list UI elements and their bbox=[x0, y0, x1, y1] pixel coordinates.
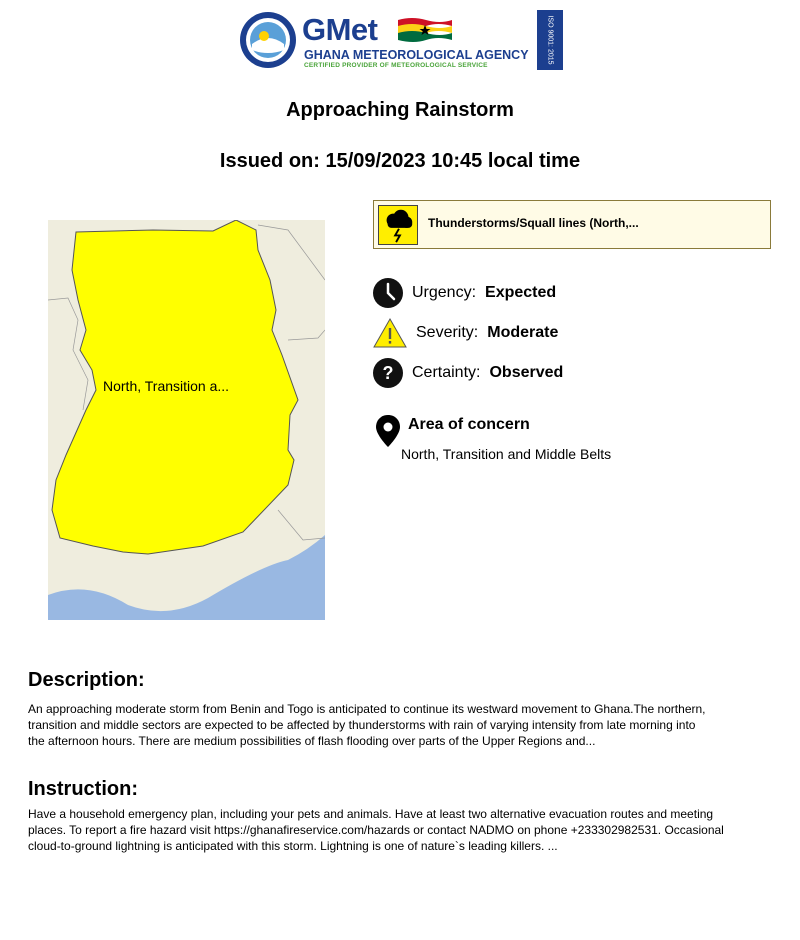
description-body bbox=[28, 701, 748, 749]
instruction-heading: Instruction: bbox=[28, 778, 138, 800]
area-of-concern-value: North, Transition and Middle Belts bbox=[401, 446, 612, 462]
logo-tagline: CERTIFIED PROVIDER OF METEOROLOGICAL SERVICE bbox=[304, 62, 488, 69]
question-icon bbox=[373, 358, 403, 388]
instruction-line: places. To report a fire hazard visit https://ghanafireservice.com/hazards or contact NADMO on phone +233302982531. Occasional bbox=[28, 823, 724, 837]
map-region-label: North, Transition a... bbox=[103, 378, 230, 394]
gmet-emblem-icon bbox=[238, 10, 300, 70]
urgency-value: Expected bbox=[485, 284, 557, 301]
gmet-logo bbox=[238, 10, 563, 70]
alert-area-map bbox=[48, 220, 325, 620]
description-line: An approaching moderate storm from Benin and Togo is anticipated to continue its westward movement to Ghana.The northern, bbox=[28, 702, 706, 716]
event-type-label: Thunderstorms/Squall lines (North,... bbox=[428, 216, 639, 230]
logo-agency-name: GHANA METEOROLOGICAL AGENCY bbox=[304, 48, 529, 62]
instruction-line: cloud-to-ground lightning is anticipated with this storm. Lightning is one of nature`s leading killers. ... bbox=[28, 839, 558, 853]
event-type-box bbox=[373, 200, 771, 249]
certainty-row bbox=[373, 357, 563, 389]
thunderstorm-icon bbox=[378, 205, 418, 245]
map-pin-icon bbox=[375, 415, 401, 447]
svg-text:?: ? bbox=[382, 363, 394, 383]
logo-wordmark: GMet bbox=[302, 12, 378, 47]
issued-time: Issued on: 15/09/2023 10:45 local time bbox=[219, 150, 581, 172]
warning-triangle-icon bbox=[373, 318, 407, 348]
instruction-body bbox=[28, 806, 748, 854]
alert-title: Approaching Rainstorm bbox=[286, 99, 514, 121]
instruction-line: Have a household emergency plan, including your pets and animals. Have at least two alternative evacuation routes and meeting bbox=[28, 807, 714, 821]
description-line: transition and middle sectors are expected to be affected by thunderstorms with rain of varying intensity from late morning into bbox=[28, 718, 696, 732]
urgency-row bbox=[373, 277, 556, 309]
iso-text: ISO 9001: 2015 bbox=[546, 15, 554, 65]
clock-icon bbox=[373, 278, 403, 308]
severity-value: Moderate bbox=[487, 324, 559, 341]
area-of-concern-heading: Area of concern bbox=[408, 416, 530, 433]
ghana-flag-icon bbox=[396, 16, 454, 42]
description-line: the afternoon hours. There are medium possibilities of flash flooding over parts of the Upper Regions and... bbox=[28, 734, 596, 748]
iso-badge bbox=[537, 10, 563, 70]
certainty-value: Observed bbox=[489, 364, 564, 381]
description-heading: Description: bbox=[28, 669, 145, 691]
severity-row bbox=[373, 317, 558, 349]
urgency-label: Urgency: bbox=[412, 284, 477, 301]
certainty-label: Certainty: bbox=[412, 364, 481, 381]
severity-label: Severity: bbox=[416, 324, 479, 341]
